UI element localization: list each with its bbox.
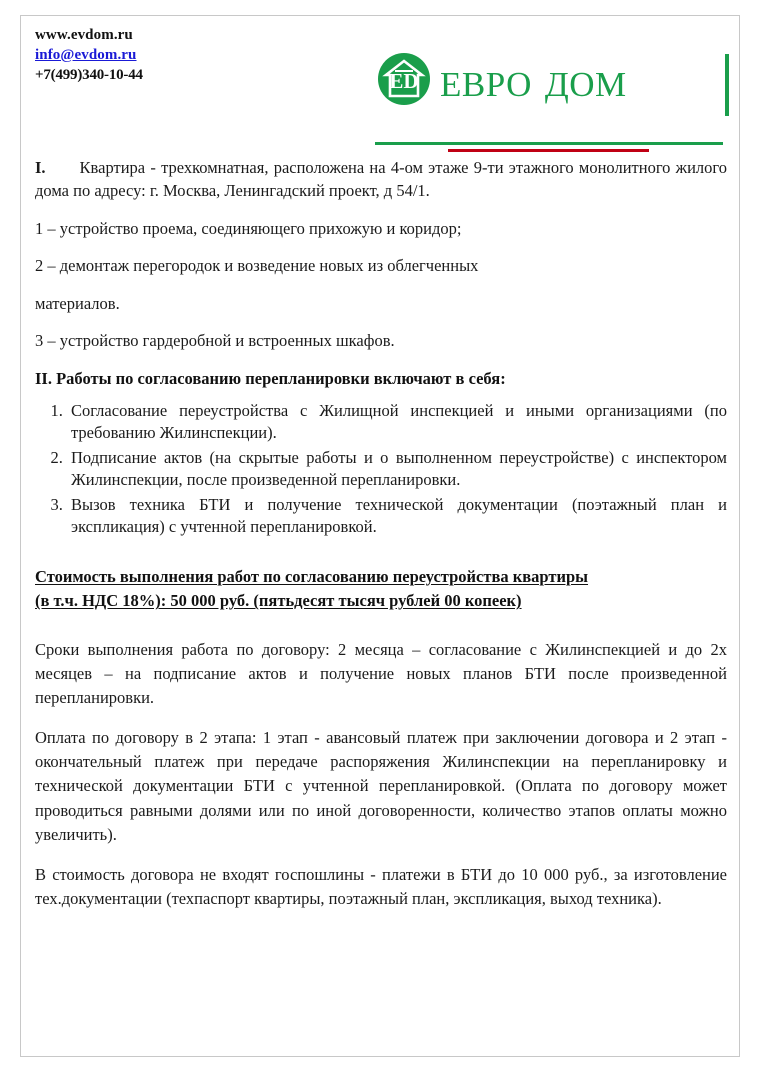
price-amount-line: (в т.ч. НДС 18%): 50 000 руб. (пятьдесят тысяч рублей 00 копеек)	[35, 591, 522, 611]
list-item: 3. Вызов техника БТИ и получение технической документации (поэтажный план и экспликация) с учтенной перепланировкой.	[67, 494, 727, 539]
contact-block	[35, 26, 143, 85]
svg-text:ED: ED	[389, 69, 419, 93]
house-ed-emblem-icon	[376, 51, 432, 107]
work-item-1: 1 – устройство проема, соединяющего прихожую и коридор;	[35, 218, 462, 238]
website-text: www.evdom.ru	[35, 27, 133, 43]
excluded-costs-paragraph: В стоимость договора не входят госпошлины - платежи в БТИ до 10 000 руб., за изготовление тех.документации (техпаспорт квартиры, поэтажный план, экспликация, выход техника).	[35, 864, 727, 908]
logo-vertical-bar	[725, 54, 729, 116]
payment-paragraph: Оплата по договору в 2 этапа: 1 этап - авансовый платеж при заключении договора и 2 этап - окончательный платеж при передаче распоряжения Жилинспекции на перепланировку и технической документации БТИ с учтенной перепланировкой. (Оплата по договору может проводиться равными долями или по иной договоренности, количество этапов оплаты можно увеличить).	[35, 728, 727, 844]
list-item: 1. Согласование переустройства с Жилищной инспекцией и иными организациями (по требованию Жилинспекции).	[67, 400, 727, 445]
phone-text: +7(499)340-10-44	[35, 66, 143, 83]
list-item: 2. Подписание актов (на скрытые работы и о выполненном переустройстве) с инспектором Жилинспекции, после произведенной перепланировки.	[67, 447, 727, 492]
section-II-heading: II. Работы по согласованию перепланировки включают в себя:	[35, 368, 506, 388]
terms-paragraph: Сроки выполнения работа по договору: 2 месяца – согласование с Жилинспекцией и до 2х месяцев – на подписание актов и получение новых планов БТИ после произведенной перепланировки.	[35, 640, 727, 708]
price-heading-line: Стоимость выполнения работ по согласованию переустройства квартиры	[35, 566, 589, 586]
price-block	[35, 565, 727, 615]
section-I-paragraph	[35, 156, 727, 203]
section-I-text: Квартира - трехкомнатная, расположена на 4-ом этаже 9-ти этажного монолитного жилого дома по адресу: г. Москва, Ленингадский проект, д 54/1.	[35, 158, 727, 201]
work-item-3: 3 – устройство гардеробной и встроенных шкафов.	[35, 331, 395, 351]
work-item-2: 2 – демонтаж перегородок и возведение новых из облегченных	[35, 256, 479, 276]
section-I-marker: I.	[35, 158, 46, 177]
company-logo	[376, 48, 627, 110]
email-link[interactable]: info@evdom.ru	[35, 46, 137, 63]
document-header	[21, 16, 739, 138]
green-divider-rule	[375, 142, 723, 145]
document-body	[35, 156, 727, 927]
work-item-2-continuation: материалов.	[35, 293, 120, 313]
logo-wordmark: евро дом	[440, 51, 627, 107]
approval-works-list	[35, 400, 727, 539]
red-divider-rule	[448, 149, 649, 152]
document-page	[20, 15, 740, 1057]
